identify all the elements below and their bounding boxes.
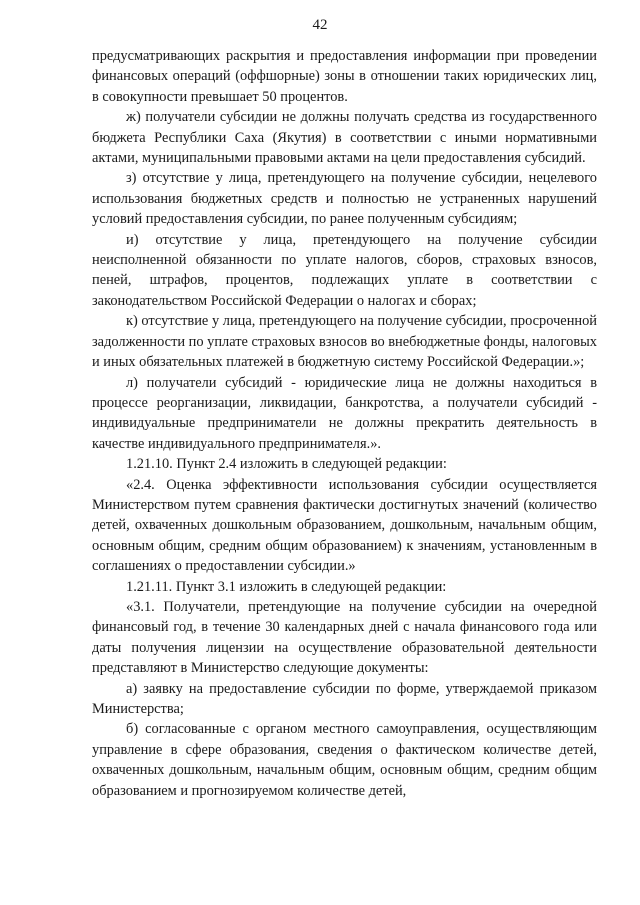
document-body [92, 46, 597, 801]
paragraph-clause-1-21-11: 1.21.11. Пункт 3.1 изложить в следующей редакции: [126, 578, 447, 595]
paragraph-item-k: к) отсутствие у лица, претендующего на получение субсидии, просроченной задолженности по уплате страховых взносов во внебюджетные фонды, налоговых и иных обязательных платежей в бюджетную систему Российской Федерации.»; [92, 313, 597, 371]
paragraph-item-a: а) заявку на предоставление субсидии по форме, утверждаемой приказом Министерства; [92, 680, 597, 717]
paragraph-item-i: и) отсутствие у лица, претендующего на получение субсидии неисполненной обязанности по уплате налогов, сборов, страховых взносов, пеней, штрафов, процентов, подлежащих уплате в соответствии с законодательством Российской Федерации о налогах и сборах; [92, 231, 597, 309]
paragraph-point-3-1: «3.1. Получатели, претендующие на получение субсидии на очередной финансовый год, в течение 30 календарных дней с начала финансового года или даты получения лицензии на осуществление образовательной деятельности представляют в Министерство следующие документы: [92, 598, 597, 677]
paragraph-item-b: б) согласованные с органом местного самоуправления, осуществляющим управление в сфере образования, сведения о фактическом количестве детей, охваченных дошкольным, начальным общим, основным общим, средним общим образованием и прогнозируемом количестве детей, [92, 721, 597, 799]
paragraph-item-z: з) отсутствие у лица, претендующего на получение субсидии, нецелевого использования бюджетных средств и полностью не устраненных нарушений условий предоставления субсидии, по ранее полученным субсидиям; [92, 170, 597, 228]
paragraph-clause-1-21-10: 1.21.10. Пункт 2.4 изложить в следующей редакции: [126, 456, 447, 473]
paragraph-offshore-continuation: предусматривающих раскрытия и предоставления информации при проведении финансовых операций (оффшорные) зоны в отношении таких юридических лиц, в совокупности превышает 50 процентов. [92, 48, 597, 105]
paragraph-item-l: л) получатели субсидий - юридические лица не должны находиться в процессе реорганизации, ликвидации, банкротства, а получатели субсидий - индивидуальные предприниматели не должны прекратить деятельность в качестве индивидуального предпринимателя.». [92, 374, 597, 452]
paragraph-item-zh: ж) получатели субсидии не должны получать средства из государственного бюджета Республики Саха (Якутия) в соответствии с иными нормативными актами, муниципальными правовыми актами на цели предоставления субсидий. [92, 109, 597, 167]
page-number: 42 [312, 17, 328, 33]
paragraph-point-2-4: «2.4. Оценка эффективности использования субсидии осуществляется Министерством путем сравнения фактически достигнутых значений (количество детей, охваченных дошкольным образованием, дошкольным, начальным общим, основным общим, средним общим образованием) к значениям, установленным в соглашениях о предоставлении субсидии.» [92, 476, 597, 575]
